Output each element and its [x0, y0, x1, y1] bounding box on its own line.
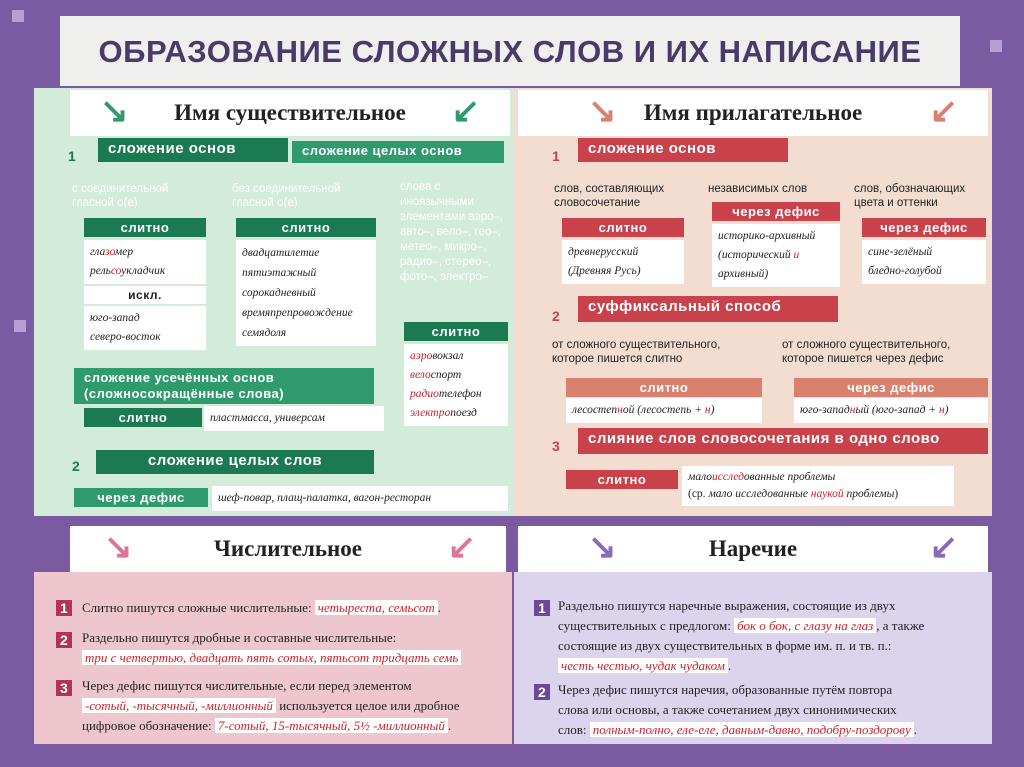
- adverb-heading: Наречие: [708, 536, 798, 561]
- adj-s1-slitno: слитно: [566, 378, 762, 397]
- noun-bar1b: сложение целых основ: [292, 141, 504, 163]
- noun-iskl-words: [84, 306, 206, 350]
- word: бледно-голубой: [868, 265, 942, 277]
- adj-c3-hyphen: через дефис: [862, 218, 986, 237]
- adj-heading-bar: [518, 90, 988, 136]
- numeral-heading: Числительное: [213, 536, 363, 561]
- noun-bar1: сложение основ: [98, 138, 288, 162]
- adj-s2-caption: от сложного существительного, которое пишется через дефис: [782, 339, 951, 365]
- noun-heading: Имя существительное: [174, 100, 406, 125]
- word: сине-зелёный: [868, 246, 933, 258]
- noun-col1-words: [84, 240, 206, 284]
- word: (ср. мало исследованные наукой проблемы): [688, 488, 899, 500]
- word: (Древняя Русь): [568, 265, 641, 277]
- adj-n2: 2: [552, 308, 560, 324]
- adj-n3: 3: [552, 438, 560, 454]
- noun-col3-caption: слова с иноязычными элементами аэро–, авто–, вело–, гео–, метео–, микро–, радио–, стерео–, фото–, электро–: [400, 181, 504, 283]
- arrow-down-left-icon: ↙: [451, 93, 480, 130]
- noun-col2-slitno: слитно: [236, 218, 376, 237]
- adverb-n1: 1: [534, 600, 550, 616]
- arrow-down-left-icon: ↙: [929, 93, 958, 130]
- adj-m-slitno: слитно: [566, 470, 678, 489]
- word: аэровокзал: [410, 350, 464, 362]
- numeral-rule2: Раздельно пишутся дробные и составные числительные: три с четвертью, двадцать пять сотых, пятьсот тридцать семь: [82, 628, 502, 668]
- word: глазомер: [90, 246, 134, 258]
- adj-heading: Имя прилагательное: [643, 100, 863, 125]
- noun-trunc-title: сложение усечённых основ (сложносокращённые слова): [74, 368, 374, 404]
- adverb-rule1: Раздельно пишутся наречные выражения, состоящие из двух существительных с предлогом: бок о бок, с глазу на глаз , а также состоящие из двух существительных в форме им. п. и тв. п.: честь честью, чудак чудаком .: [558, 598, 925, 673]
- adj-c1-words: [562, 240, 684, 284]
- noun-col1-caption: с соединительной гласной о(е): [72, 183, 169, 209]
- adj-s2-words: юго-западный (юго-запад + н): [794, 398, 988, 423]
- noun-col2-caption: без соединительной гласной о(е): [232, 183, 341, 209]
- arrow-down-right-icon: ↘: [100, 93, 129, 130]
- arrow-down-right-icon: ↘: [104, 529, 133, 566]
- adj-bar1: сложение основ: [578, 138, 788, 162]
- adj-s1-words: лесостепной (лесостепь + н): [566, 398, 762, 423]
- noun-col1-slitno: слитно: [84, 218, 206, 237]
- word: семядоля: [242, 327, 287, 339]
- noun-n2: 2: [72, 458, 80, 474]
- word: электропоезд: [410, 407, 477, 419]
- noun-trunc-slitno: слитно: [84, 408, 202, 427]
- adj-c3-words: [862, 240, 986, 284]
- noun-hyphen: через дефис: [74, 488, 208, 507]
- decor-square: [14, 320, 26, 332]
- page-title: ОБРАЗОВАНИЕ СЛОЖНЫХ СЛОВ И ИХ НАПИСАНИЕ: [60, 16, 960, 86]
- numeral-n1: 1: [56, 600, 72, 616]
- numeral-rule1: Слитно пишутся сложные числительные: четыреста, семьсот .: [82, 600, 442, 615]
- adj-c2-words: [712, 224, 840, 287]
- word: велоспорт: [410, 369, 462, 381]
- noun-col3-words: [404, 344, 508, 426]
- adj-c2-hyphen: через дефис: [712, 202, 840, 221]
- noun-heading-bar: [70, 90, 510, 136]
- adj-c1-caption: слов, составляющих словосочетание: [554, 183, 665, 209]
- word: рельсоукладчик: [90, 265, 166, 277]
- numeral-n3: 3: [56, 680, 72, 696]
- word: пятиэтажный: [242, 267, 317, 279]
- arrow-down-left-icon: ↙: [447, 529, 476, 566]
- word: (исторический и: [718, 249, 800, 261]
- noun-col3-slitno: слитно: [404, 322, 508, 341]
- arrow-down-left-icon: ↙: [929, 529, 958, 566]
- noun-col2-words: [236, 240, 376, 346]
- noun-trunc-words: пластмасса, универсам: [204, 406, 384, 431]
- word: радиотелефон: [410, 388, 482, 400]
- adverb-heading-bar: [518, 526, 988, 572]
- noun-iskl: искл.: [84, 286, 206, 304]
- adj-c2-caption: независимых слов: [708, 183, 808, 195]
- numeral-n2: 2: [56, 632, 72, 648]
- word: древнерусский: [568, 246, 639, 258]
- adj-m-words: [682, 466, 954, 506]
- adj-s2-hyphen: через дефис: [794, 378, 988, 397]
- arrow-down-right-icon: ↘: [588, 93, 617, 130]
- word: двадцатилетие: [242, 247, 320, 259]
- word: малоисследованные проблемы: [688, 471, 836, 483]
- adj-bar3: слияние слов словосочетания в одно слово: [578, 428, 988, 454]
- decor-square: [990, 40, 1002, 52]
- decor-square: [12, 10, 24, 22]
- numeral-rule3: Через дефис пишутся числительные, если перед элементом -сотый, -тысячный, -миллионный используется целое или дробное цифровое обозначение: 7-сотый, 15-тысячный, 5½ -миллионный .: [82, 678, 460, 733]
- numeral-heading-bar: [70, 526, 506, 572]
- word: юго-запад: [90, 312, 140, 324]
- adj-c3-caption: слов, обозначающих цвета и оттенки: [854, 183, 966, 209]
- word: сорокадневный: [242, 287, 316, 299]
- arrow-down-right-icon: ↘: [588, 529, 617, 566]
- adverb-rule2: Через дефис пишутся наречия, образованные путём повтора слова или основы, а также сочетанием двух синонимических слов: полным-полно, еле-еле, давным-давно, подобру-поздорову .: [558, 682, 917, 737]
- noun-hyphen-words: шеф-повар, плащ-палатка, вагон-ресторан: [212, 486, 508, 511]
- word: северо-восток: [90, 331, 161, 343]
- adj-c1-slitno: слитно: [562, 218, 684, 237]
- noun-bar2: сложение целых слов: [96, 450, 374, 474]
- adj-n1: 1: [552, 148, 560, 164]
- word: времяпрепровождение: [242, 307, 353, 319]
- adj-s1-caption: от сложного существительного, которое пишется слитно: [552, 339, 721, 365]
- adverb-n2: 2: [534, 684, 550, 700]
- noun-n1: 1: [68, 148, 76, 164]
- word: архивный): [718, 268, 769, 280]
- word: историко-архивный: [718, 230, 816, 242]
- adj-bar2: суффиксальный способ: [578, 296, 838, 322]
